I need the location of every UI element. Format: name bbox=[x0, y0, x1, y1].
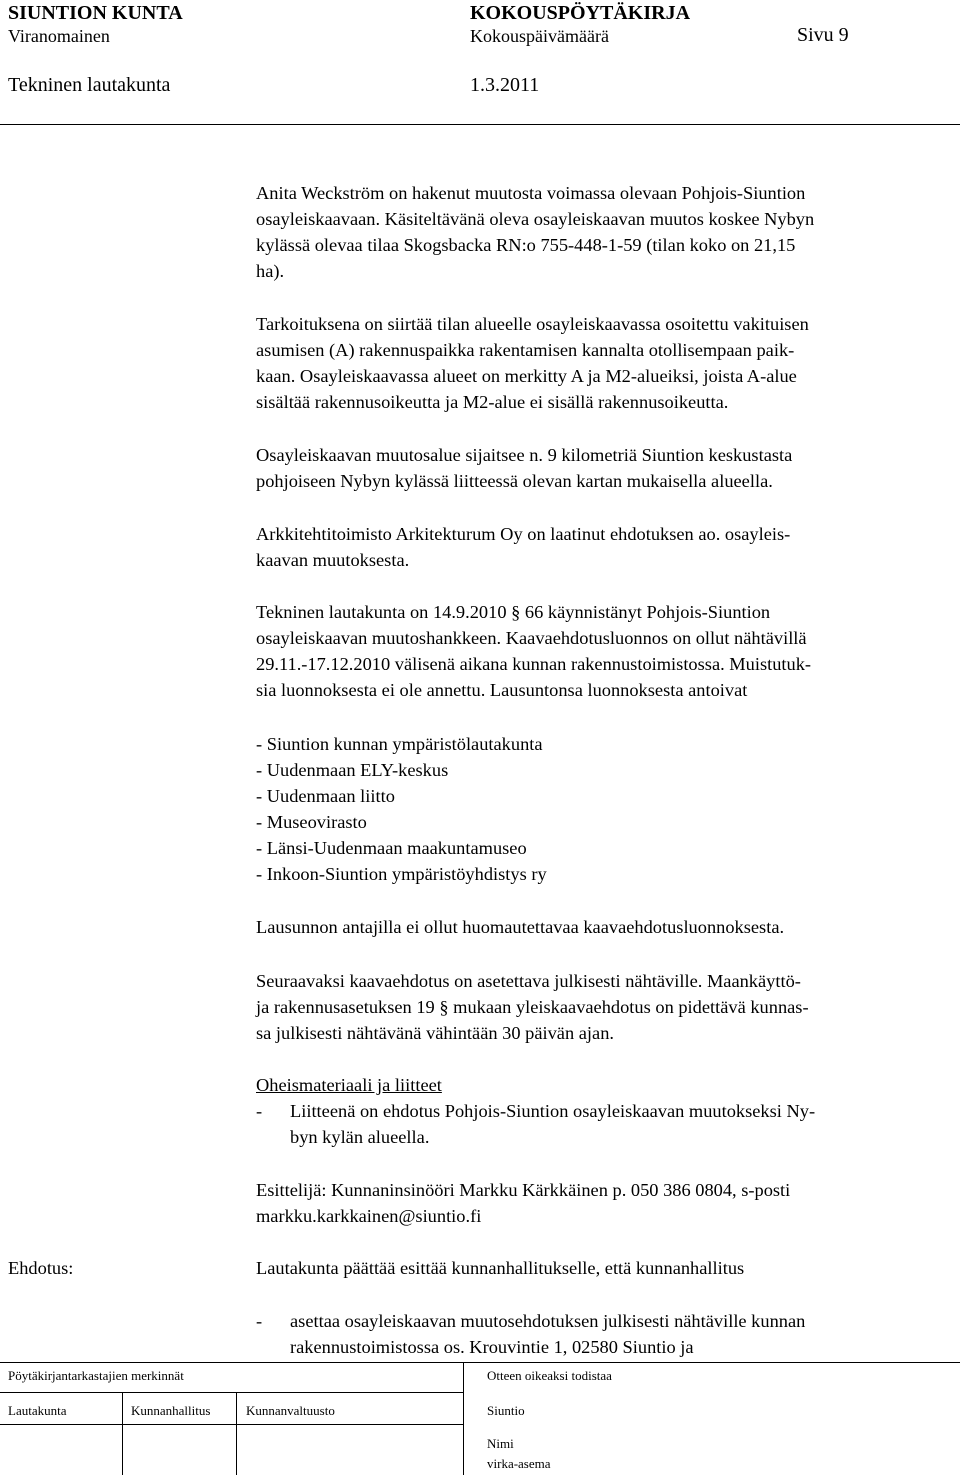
paragraph-next-steps bbox=[256, 968, 946, 1046]
certified-label: Otteen oikeaksi todistaa bbox=[487, 1368, 612, 1383]
footer-header-rule bbox=[0, 1392, 463, 1393]
text-line: osayleiskaavaan. Käsiteltävänä oleva osayleiskaavan muutos koskee Nybyn bbox=[256, 209, 815, 229]
text-line: byn kylän alueella. bbox=[290, 1127, 430, 1147]
text-line: ja rakennusasetuksen 19 § mukaan yleiskaavaehdotus on pidettävä kunnas- bbox=[256, 997, 809, 1017]
text-line: pohjoiseen Nybyn kylässä liitteessä olevan kartan mukaisella alueella. bbox=[256, 471, 773, 491]
footer-top-rule bbox=[0, 1362, 960, 1363]
footer-col-divider-1 bbox=[122, 1392, 123, 1475]
authority-label: Viranomainen bbox=[8, 26, 110, 46]
attachments-section bbox=[256, 1072, 946, 1098]
meeting-date: 1.3.2011 bbox=[470, 74, 540, 96]
column-kunnanhallitus: Kunnanhallitus bbox=[131, 1403, 211, 1418]
header-rule bbox=[0, 124, 960, 125]
text-line: kaan. Osayleiskaavassa alueet on merkitty A ja M2-alueiksi, joista A-alue bbox=[256, 366, 797, 386]
text-line: Arkkitehtitoimisto Arkitekturum Oy on laatinut ehdotuksen ao. osayleis- bbox=[256, 524, 791, 544]
text-line: Esittelijä: Kunnaninsinööri Markku Kärkkäinen p. 050 386 0804, s-posti bbox=[256, 1180, 791, 1200]
presenter-info bbox=[256, 1177, 946, 1229]
text-line: 29.11.-17.12.2010 välisenä aikana kunnan rakennustoimistossa. Muistutuk- bbox=[256, 654, 812, 674]
statement-givers-list bbox=[256, 731, 946, 887]
attachment-dash: - bbox=[256, 1101, 263, 1121]
text-line: Osayleiskaavan muutosalue sijaitsee n. 9 kilometriä Siuntion keskustasta bbox=[256, 445, 793, 465]
text-line: asettaa osayleiskaavan muutosehdotuksen julkisesti nähtäville kunnan bbox=[290, 1311, 806, 1331]
text-line: Tekninen lautakunta on 14.9.2010 § 66 käynnistänyt Pohjois-Siuntion bbox=[256, 602, 771, 622]
proposal-label: Ehdotus: bbox=[8, 1258, 74, 1278]
checkers-label: Pöytäkirjantarkastajien merkinnät bbox=[8, 1368, 184, 1383]
column-lautakunta: Lautakunta bbox=[8, 1403, 67, 1418]
list-item: - Siuntion kunnan ympäristölautakunta bbox=[256, 734, 543, 754]
footer-row-rule bbox=[0, 1424, 463, 1425]
text-line: sa julkisesti nähtävänä vähintään 30 päivän ajan. bbox=[256, 1023, 614, 1043]
text-line: Lausunnon antajilla ei ollut huomautettavaa kaavaehdotusluonnoksesta. bbox=[256, 917, 785, 937]
text-line: rakennustoimistossa os. Krouvintie 1, 02580 Siuntio ja bbox=[290, 1337, 694, 1357]
list-item: - Inkoon-Siuntion ympäristöyhdistys ry bbox=[256, 864, 547, 884]
proposal-item bbox=[290, 1308, 805, 1360]
page-number: Sivu 9 bbox=[797, 24, 849, 46]
column-kunnanvaltuusto: Kunnanvaltuusto bbox=[246, 1403, 335, 1418]
document-type: KOKOUSPÖYTÄKIRJA bbox=[470, 2, 691, 24]
text-line: asumisen (A) rakennuspaikka rakentamisen kannalta otollisempaan paik- bbox=[256, 340, 795, 360]
footer-col-divider-2 bbox=[236, 1392, 237, 1475]
attachments-heading: Oheismateriaali ja liitteet bbox=[256, 1075, 442, 1095]
paragraph-architect bbox=[256, 521, 946, 573]
paragraph-location bbox=[256, 442, 946, 494]
text-line: markku.karkkainen@siuntio.fi bbox=[256, 1206, 482, 1226]
text-line: Tarkoituksena on siirtää tilan alueelle osayleiskaavassa osoitettu vakituisen bbox=[256, 314, 809, 334]
municipality-name: SIUNTION KUNTA bbox=[8, 2, 183, 24]
proposal-text: Lautakunta päättää esittää kunnanhallitukselle, että kunnanhallitus bbox=[256, 1258, 745, 1278]
text-line: osayleiskaavan muutoshankkeen. Kaavaehdotusluonnos on ollut nähtävillä bbox=[256, 628, 807, 648]
proposal-dash: - bbox=[256, 1311, 263, 1331]
position-label: virka-asema bbox=[487, 1456, 551, 1471]
text-line: ha). bbox=[256, 261, 285, 281]
name-label: Nimi bbox=[487, 1436, 514, 1451]
paragraph-purpose bbox=[256, 311, 946, 415]
list-item: - Uudenmaan ELY-keskus bbox=[256, 760, 449, 780]
paragraph-application bbox=[256, 180, 946, 284]
list-item: - Länsi-Uudenmaan maakuntamuseo bbox=[256, 838, 527, 858]
text-line: Liitteenä on ehdotus Pohjois-Siuntion osayleiskaavan muutokseksi Ny- bbox=[290, 1101, 816, 1121]
paragraph-no-remarks bbox=[256, 914, 946, 940]
meeting-date-label: Kokouspäivämäärä bbox=[470, 26, 609, 46]
list-item: - Uudenmaan liitto bbox=[256, 786, 395, 806]
text-line: sia luonnoksesta ei ole annettu. Lausuntonsa luonnoksesta antoivat bbox=[256, 680, 748, 700]
footer-center-divider bbox=[463, 1362, 464, 1475]
text-line: Seuraavaksi kaavaehdotus on asetettava julkisesti nähtäville. Maankäyttö- bbox=[256, 971, 801, 991]
text-line: sisältää rakennusoikeutta ja M2-alue ei sisällä rakennusoikeutta. bbox=[256, 392, 729, 412]
paragraph-history bbox=[256, 599, 946, 703]
list-item: - Museovirasto bbox=[256, 812, 367, 832]
text-line: Anita Weckström on hakenut muutosta voimassa olevaan Pohjois-Siuntion bbox=[256, 183, 806, 203]
text-line: kaavan muutoksesta. bbox=[256, 550, 410, 570]
text-line: kylässä olevaa tilaa Skogsbacka RN:o 755-448-1-59 (tilan koko on 21,15 bbox=[256, 235, 796, 255]
attachment-item bbox=[290, 1098, 815, 1150]
place-siuntio: Siuntio bbox=[487, 1403, 525, 1418]
board-name: Tekninen lautakunta bbox=[8, 74, 171, 96]
